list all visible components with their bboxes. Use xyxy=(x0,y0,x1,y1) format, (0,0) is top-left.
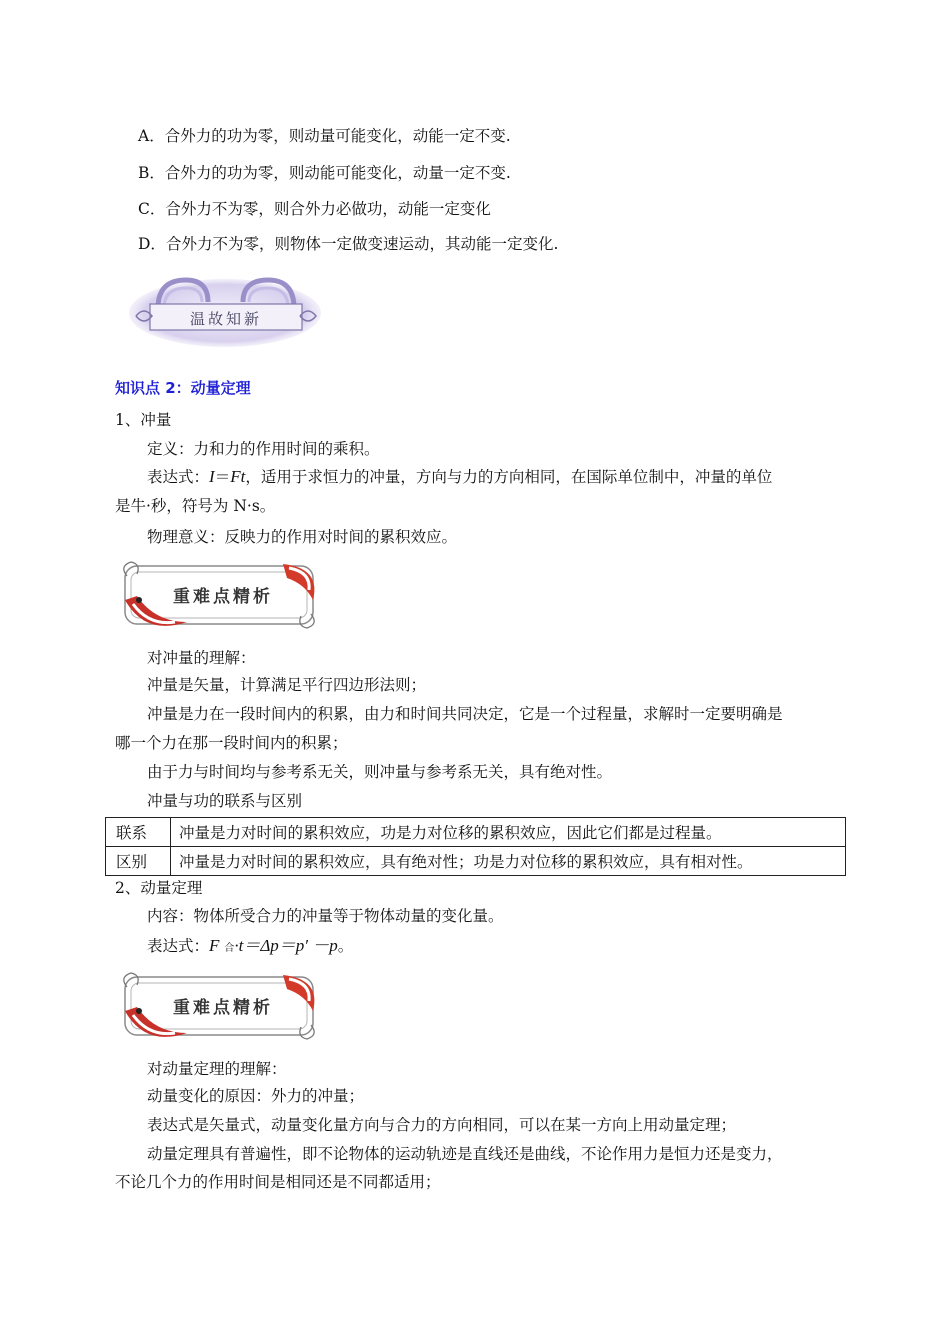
impulse-understanding-p4: 冲量与功的联系与区别 xyxy=(147,792,303,810)
impulse-definition: 定义：力和力的作用时间的乘积。 xyxy=(147,440,380,458)
key-banner-1-text: 重难点精析 xyxy=(173,587,273,607)
theorem-content: 内容：物体所受合力的冲量等于物体动量的变化量。 xyxy=(147,907,504,925)
impulse-understanding-p2-cont: 哪一个力在那一段时间内的积累； xyxy=(115,734,348,752)
option-d: D．合外力不为零，则物体一定做变速运动，其动能一定变化. xyxy=(138,235,559,253)
option-a: A．合外力的功为零，则动量可能变化，动能一定不变. xyxy=(138,127,511,145)
knowledge-point-title: 知识点 2：动量定理 xyxy=(115,379,251,397)
key-banner-2-text: 重难点精析 xyxy=(173,998,273,1018)
table-row xyxy=(106,847,846,876)
review-banner xyxy=(128,268,323,352)
theorem-expression: 表达式：F 合·t＝Δp＝p′ －p。 xyxy=(147,936,354,955)
impulse-understanding-p1: 冲量是矢量，计算满足平行四边形法则； xyxy=(147,676,427,694)
theorem-understanding-p2: 表达式是矢量式，动量变化量方向与合力的方向相同，可以在某一方向上用动量定理； xyxy=(147,1116,737,1134)
theorem-understanding-p1: 动量变化的原因：外力的冲量； xyxy=(147,1087,365,1105)
theorem-heading: 2、动量定理 xyxy=(115,879,203,897)
impulse-meaning: 物理意义：反映力的作用对时间的累积效应。 xyxy=(147,528,458,546)
impulse-understanding-p3: 由于力与时间均与参考系无关，则冲量与参考系无关，具有绝对性。 xyxy=(147,763,613,781)
impulse-heading: 1、冲量 xyxy=(115,411,172,429)
theorem-understanding-p3-cont: 不论几个力的作用时间是相同还是不同都适用； xyxy=(115,1173,441,1191)
koi-banner-art xyxy=(115,556,325,634)
table-cell-text: 冲量是力对时间的累积效应，功是力对位移的累积效应，因此它们都是过程量。 xyxy=(171,818,846,847)
table-row xyxy=(106,818,846,847)
impulse-understanding-title: 对冲量的理解： xyxy=(147,649,256,667)
table-cell-text: 冲量是力对时间的累积效应，具有绝对性；功是力对位移的累积效应，具有相对性。 xyxy=(171,847,846,876)
table-cell-label: 区别 xyxy=(106,847,171,876)
review-banner-text: 温故知新 xyxy=(189,310,263,328)
impulse-expression: 表达式：I＝Ft，适用于求恒力的冲量，方向与力的方向相同，在国际单位制中，冲量的单位 xyxy=(147,467,773,486)
key-banner-1 xyxy=(115,556,325,638)
key-banner-2 xyxy=(115,967,325,1049)
impulse-work-table xyxy=(105,817,846,876)
theorem-understanding-p3: 动量定理具有普遍性，即不论物体的运动轨迹是直线还是曲线，不论作用力是恒力还是变力， xyxy=(147,1145,783,1163)
table-cell-label: 联系 xyxy=(106,818,171,847)
theorem-understanding-title: 对动量定理的理解： xyxy=(147,1060,287,1078)
review-banner-art xyxy=(128,268,323,348)
koi-banner-art xyxy=(115,967,325,1045)
option-b: B．合外力的功为零，则动能可能变化，动量一定不变. xyxy=(138,164,511,182)
impulse-understanding-p2: 冲量是力在一段时间内的积累，由力和时间共同决定，它是一个过程量，求解时一定要明确是 xyxy=(147,705,783,723)
option-c: C．合外力不为零，则合外力必做功，动能一定变化 xyxy=(138,200,491,218)
impulse-expression-cont: 是牛·秒，符号为 N·s。 xyxy=(115,497,276,515)
